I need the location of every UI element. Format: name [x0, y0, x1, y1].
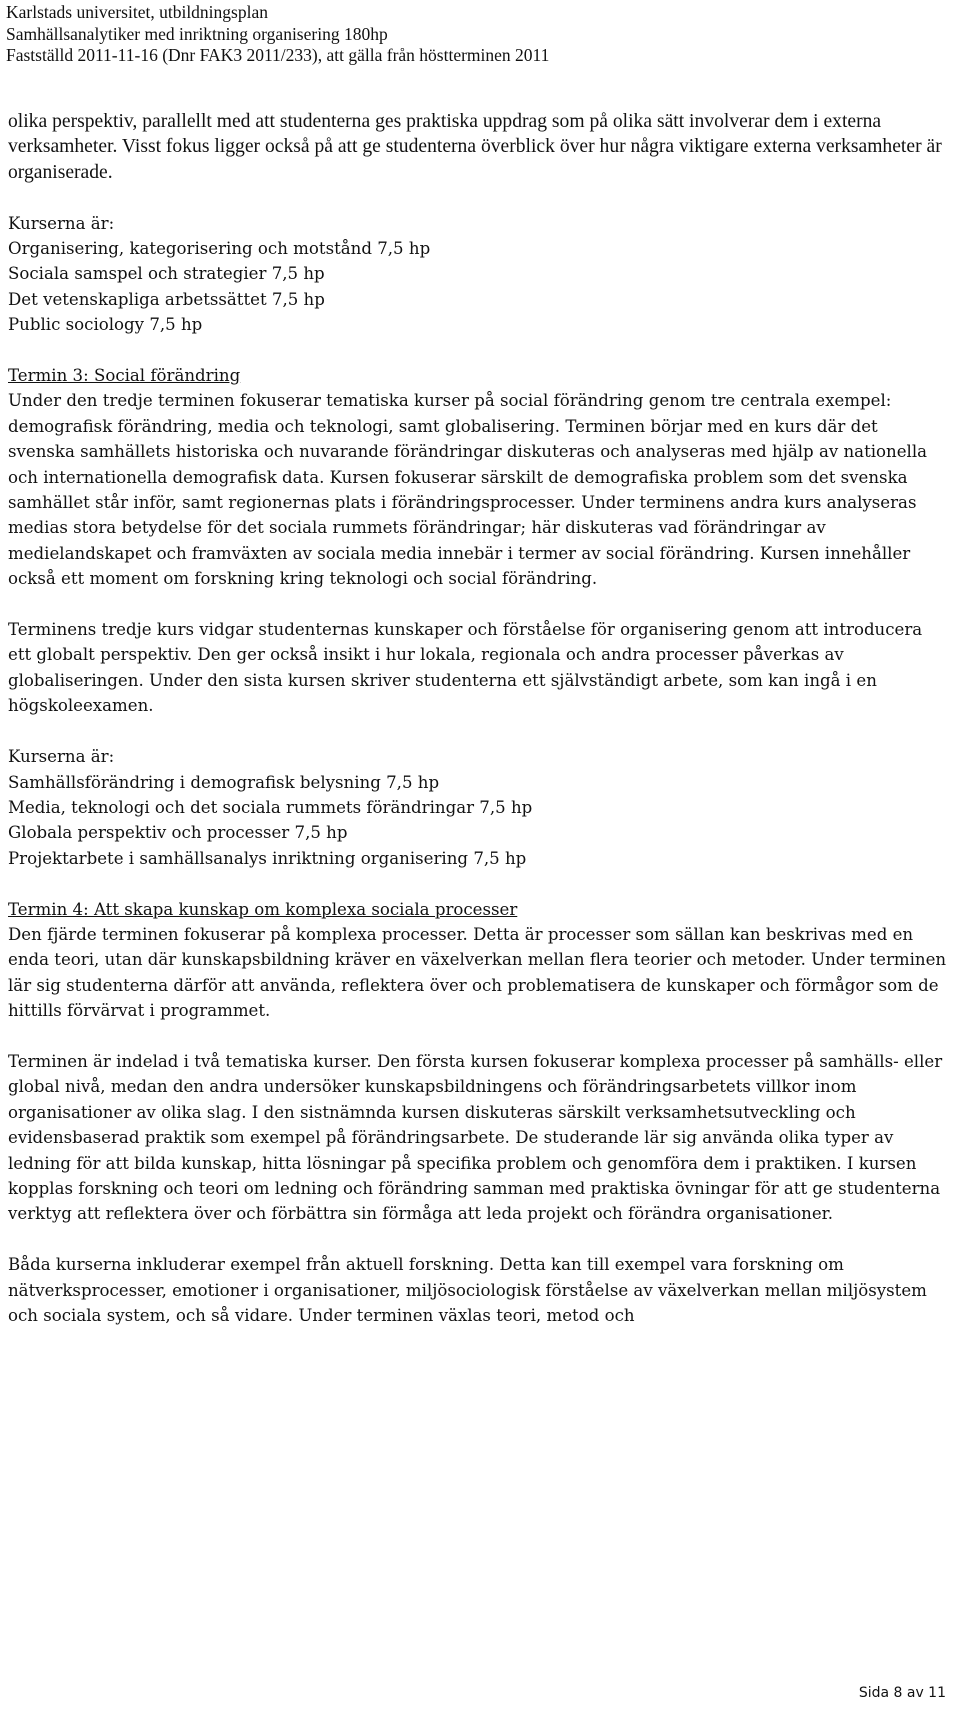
course-item: Det vetenskapliga arbetssättet 7,5 hp — [8, 289, 325, 309]
term4-paragraph: Den fjärde terminen fokuserar på komplexa processer. Detta är processer som sällan kan beskrivas med en enda teori, utan där kunskapsbildning kräver en växelverkan mellan flera teorier och metoder. Under terminen lär sig studenterna därför att använda, reflektera över och problematisera de kunskaper och förmågor som de hittills förvärvat i programmet. — [8, 924, 947, 1021]
term2-course-list — [8, 211, 948, 338]
courses-label: Kurserna är: — [8, 747, 115, 767]
document-body — [8, 109, 948, 1328]
term3-paragraph: Under den tredje terminen fokuserar tematiska kurser på social förändring genom tre centrala exempel: demografisk förändring, media och teknologi, samt globalisering. Terminen börjar med en kurs där det svenska samhällets historiska och nuvarande förändringar diskuteras och analyseras med hjälp av nationella och internationella demografisk data. Kursen fokuserar särskilt de demografiska problem som det svenska samhället står inför, samt regionernas plats i förändringsprocesser. Under terminens andra kurs analyseras medias stora betydelse för det sociala rummets förändringar; här diskuteras vad förändringar av medielandskapet och framväxten av sociala media innebär i termer av social förändring. Kursen innehåller också ett moment om forskning kring teknologi och social förändring. — [8, 391, 928, 589]
header-established: Fastställd 2011-11-16 (Dnr FAK3 2011/233), att gälla från höstterminen 2011 — [6, 45, 550, 65]
courses-label: Kurserna är: — [8, 213, 115, 233]
course-item: Projektarbete i samhällsanalys inriktning organisering 7,5 hp — [8, 848, 527, 868]
term3-paragraph: Terminens tredje kurs vidgar studenternas kunskaper och förståelse för organisering genom att introducera ett globalt perspektiv. Den ger också insikt i hur lokala, regionala och andra processer påverkas av globaliseringen. Under den sista kursen skriver studenterna ett självständigt arbete, som kan ingå i en högskoleexamen. — [8, 620, 923, 716]
spacer — [8, 871, 948, 896]
term4-title: Termin 4: Att skapa kunskap om komplexa sociala processer — [8, 899, 518, 919]
header-university: Karlstads universitet, utbildningsplan — [6, 2, 268, 22]
document-header — [6, 2, 946, 67]
spacer — [8, 1024, 948, 1049]
spacer — [8, 185, 948, 210]
spacer — [8, 338, 948, 363]
course-item: Media, teknologi och det sociala rummets förändringar 7,5 hp — [8, 797, 533, 817]
term4-paragraph: Terminen är indelad i två tematiska kurser. Den första kursen fokuserar komplexa processer på samhälls- eller global nivå, medan den andra undersöker kunskapsbildningens och förändringsarbetets villkor inom organisationer av olika slag. I den sistnämnda kursen diskuteras särskilt verksamhetsutveckling och evidensbaserad praktik som exempel på förändringsarbete. De studerande lär sig använda olika typer av ledning för att bilda kunskap, hitta lösningar på specifika problem och genomföra dem i praktiken. I kursen kopplas forskning och teori om ledning och förändring samman med praktiska övningar för att ge studenterna verktyg att reflektera över och förbättra sin förmåga att leda projekt och förändra organisationer. — [8, 1051, 943, 1224]
page-number: Sida 8 av 11 — [858, 1685, 946, 1701]
spacer — [8, 592, 948, 617]
intro-paragraph: olika perspektiv, parallellt med att studenterna ges praktiska uppdrag som på olika sätt involverar dem i externa verksamheter. Visst fokus ligger också på att ge studenterna överblick över hur några viktigare externa verksamheter är organiserade. — [8, 111, 942, 183]
course-item: Organisering, kategorisering och motstånd 7,5 hp — [8, 239, 431, 259]
spacer — [8, 1227, 948, 1252]
header-program: Samhällsanalytiker med inriktning organisering 180hp — [6, 23, 388, 44]
course-item: Sociala samspel och strategier 7,5 hp — [8, 264, 325, 284]
term3-title: Termin 3: Social förändring — [8, 366, 241, 386]
term3-course-list — [8, 744, 948, 871]
course-item: Samhällsförändring i demografisk belysning 7,5 hp — [8, 772, 440, 792]
term4-paragraph: Båda kurserna inkluderar exempel från aktuell forskning. Detta kan till exempel vara forskning om nätverksprocesser, emotioner i organisationer, miljösociologisk förståelse av växelverkan mellan miljösystem och sociala system, och så vidare. Under terminen växlas teori, metod och — [8, 1255, 927, 1325]
course-item: Globala perspektiv och processer 7,5 hp — [8, 823, 348, 843]
spacer — [8, 719, 948, 744]
course-item: Public sociology 7,5 hp — [8, 315, 203, 335]
